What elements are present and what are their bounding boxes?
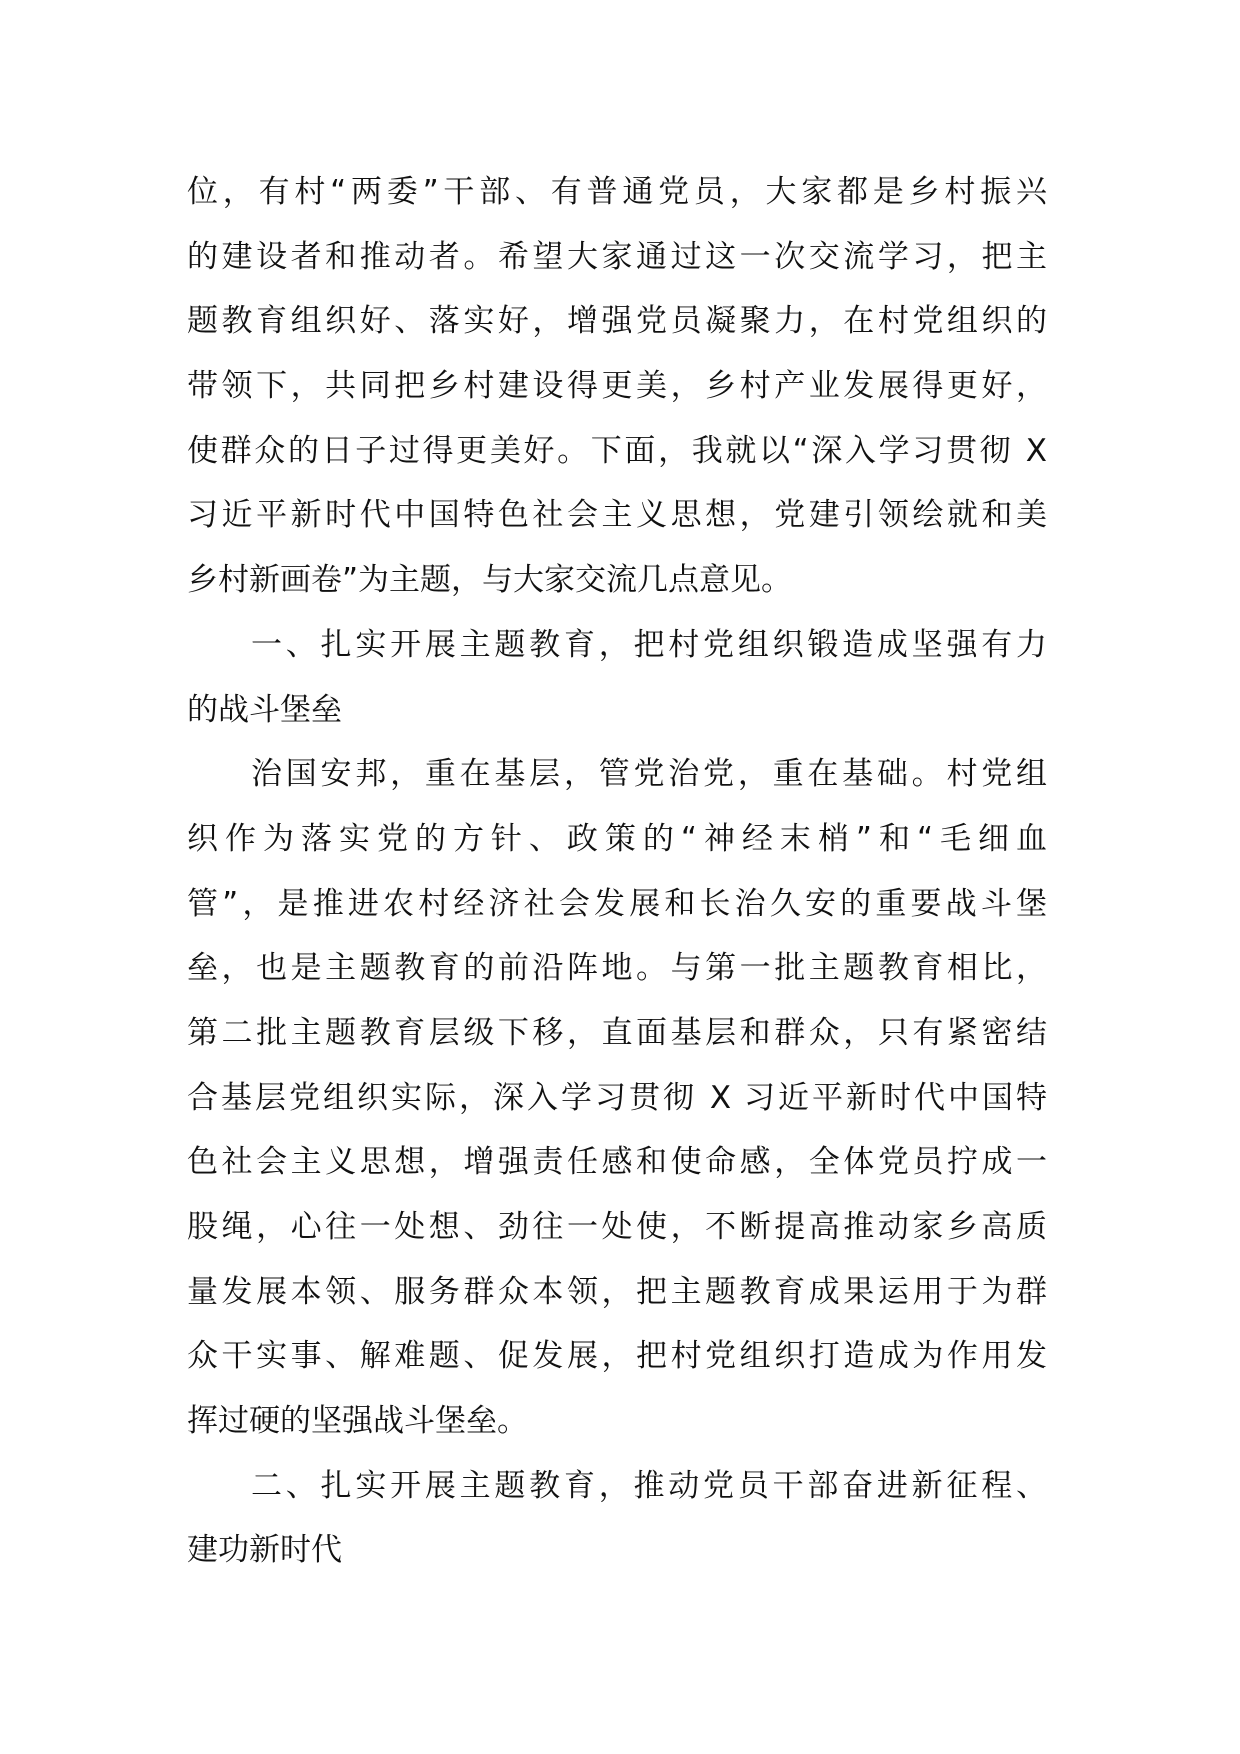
text-line: 的建设者和推动者。希望大家通过这一次交流学习，把主 [187, 238, 1047, 275]
text-line: 垒，也是主题教育的前沿阵地。与第一批主题教育相比， [187, 950, 1047, 987]
section-heading-2 [187, 1454, 1047, 1583]
text-line: 股绳，心往一处想、劲往一处使，不断提高推动家乡高质 [187, 1209, 1047, 1245]
text-line: 量发展本领、服务群众本领，把主题教育成果运用于为群 [187, 1273, 1047, 1310]
paragraph-section-1 [187, 742, 1047, 1454]
text-line: 色社会主义思想，增强责任感和使命感，全体党员拧成一 [187, 1144, 1047, 1181]
document-body [187, 160, 1047, 1583]
text-line: 众干实事、解难题、促发展，把村党组织打造成为作用发 [187, 1338, 1047, 1375]
section-heading-1 [187, 613, 1047, 742]
heading-line: 二、扎实开展主题教育，推动党员干部奋进新征程、 [251, 1467, 1047, 1504]
heading-line: 建功新时代 [187, 1532, 342, 1569]
paragraph-intro [187, 160, 1047, 613]
text-line: 管”，是推进农村经济社会发展和长治久安的重要战斗堡 [187, 885, 1047, 922]
heading-line: 的战斗堡垒 [187, 691, 342, 728]
text-line: 习近平新时代中国特色社会主义思想，党建引领绘就和美 [187, 497, 1047, 534]
text-line: 带领下，共同把乡村建设得更美，乡村产业发展得更好， [187, 368, 1047, 405]
text-line: 位，有村“两委”干部、有普通党员，大家都是乡村振兴 [187, 174, 1047, 210]
text-line: 题教育组织好、落实好，增强党员凝聚力，在村党组织的 [187, 303, 1047, 340]
text-line: 合基层党组织实际，深入学习贯彻 X 习近平新时代中国特 [187, 1079, 1047, 1116]
heading-line: 一、扎实开展主题教育，把村党组织锻造成坚强有力 [251, 626, 1047, 663]
text-line: 织作为落实党的方针、政策的“神经末梢”和“毛细血 [187, 820, 1047, 857]
text-line: 使群众的日子过得更美好。下面，我就以“深入学习贯彻 X [187, 432, 1047, 469]
text-line: 第二批主题教育层级下移，直面基层和群众，只有紧密结 [187, 1014, 1047, 1051]
text-line: 治国安邦，重在基层，管党治党，重在基础。村党组 [251, 756, 1047, 793]
text-line: 挥过硬的坚强战斗堡垒。 [187, 1403, 528, 1440]
text-line: 乡村新画卷”为主题，与大家交流几点意见。 [187, 562, 793, 599]
